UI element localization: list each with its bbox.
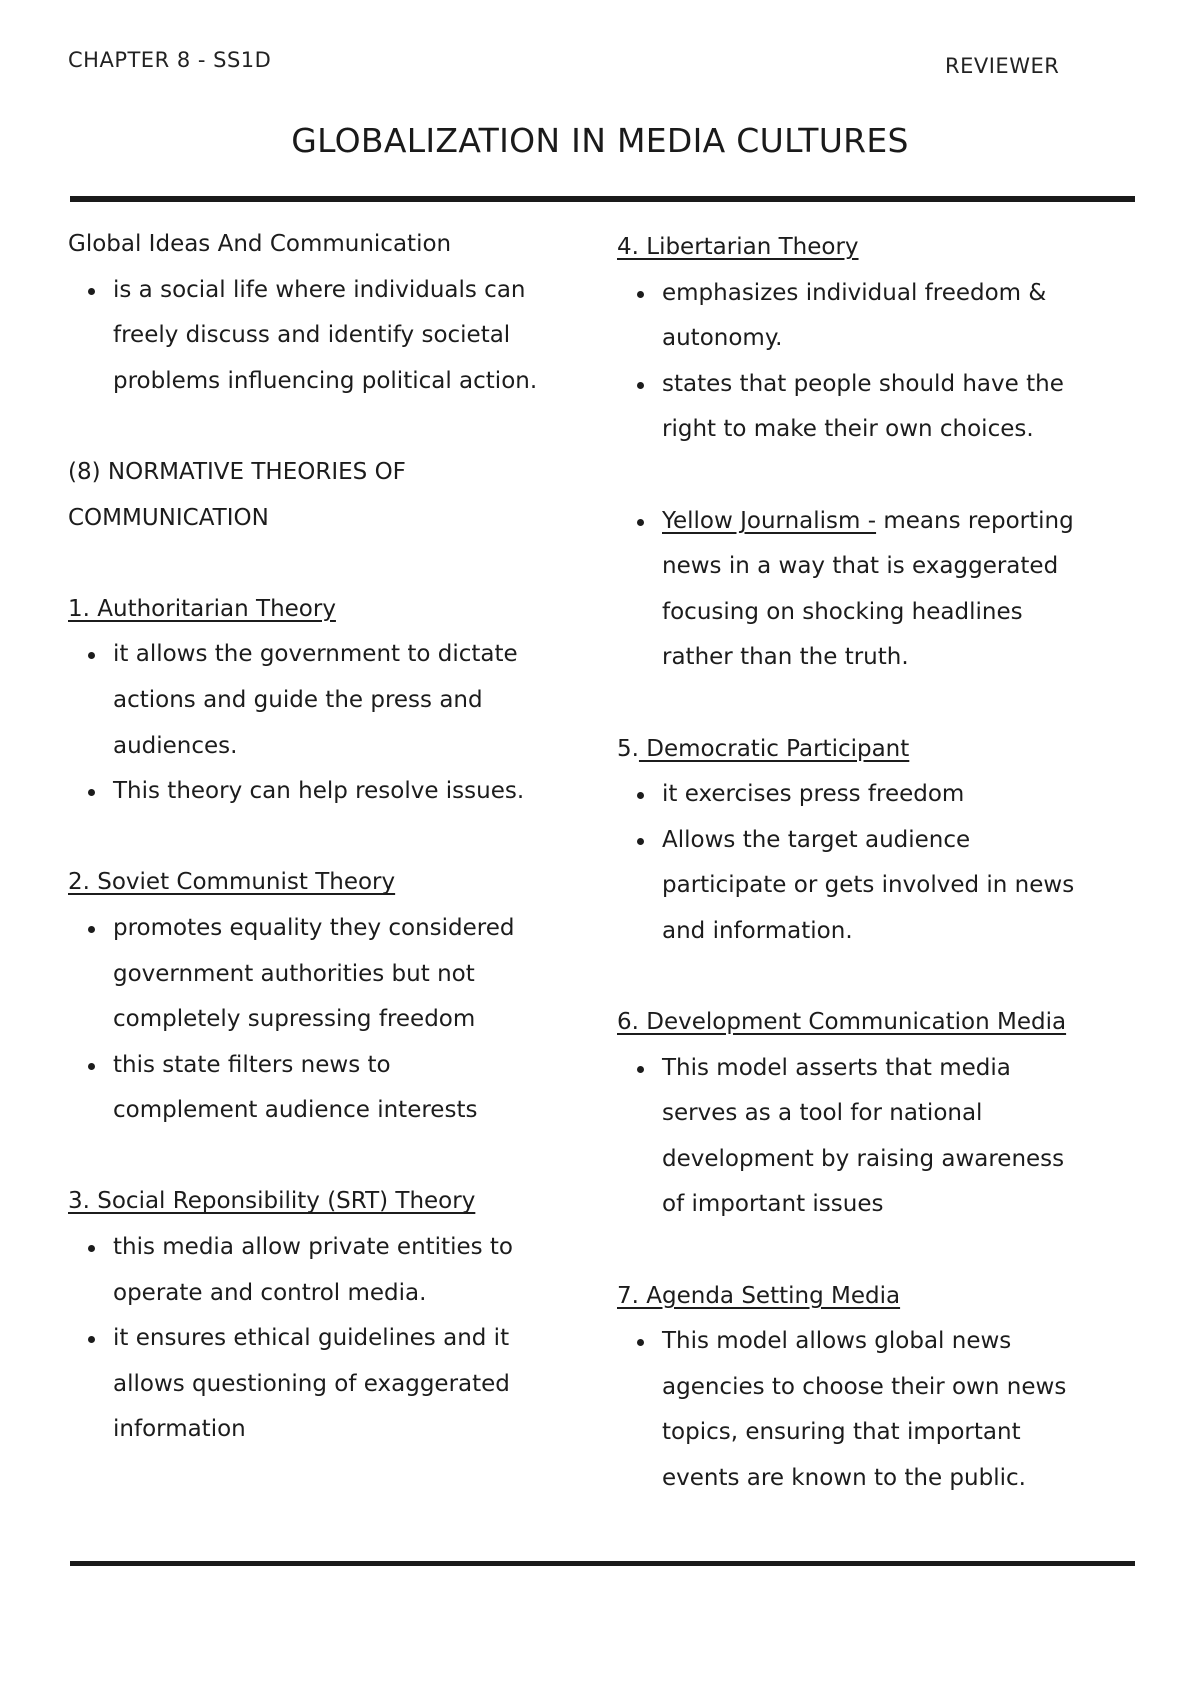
normative-heading-line-2: COMMUNICATION [68,504,269,531]
line: it ensures ethical guidelines and it [113,1325,510,1352]
line: This model asserts that media [662,1054,1011,1081]
theory-heading-social-responsibility: 3. Social Reponsibility (SRT) Theory [68,1188,476,1215]
list-item [617,362,1137,453]
list-item [68,268,588,405]
line: information [113,1416,246,1443]
line: This theory can help resolve issues. [113,778,525,805]
theory-heading-democratic [617,727,1137,773]
line: audiences. [113,732,238,759]
line: of important issues [662,1191,884,1218]
theory-list-social-responsibility [68,1225,588,1453]
line: This model allows global news [662,1328,1012,1355]
line: problems influencing political action. [113,367,538,394]
theory-heading-soviet: 2. Soviet Communist Theory [68,869,396,896]
line: it allows the government to dictate [113,641,518,668]
list-item [68,632,588,769]
line: Allows the target audience [662,826,971,853]
theory-list-libertarian [617,271,1137,453]
theory-heading-libertarian: 4. Libertarian Theory [617,234,859,260]
list-item [68,906,588,1043]
list-item [617,1046,1137,1228]
line: participate or gets involved in news [662,872,1075,899]
line: autonomy. [662,325,783,352]
reviewer-label: REVIEWER [945,54,1060,78]
list-item [68,1225,588,1316]
line: development by raising awareness [662,1145,1065,1172]
line: serves as a tool for national [662,1100,983,1127]
page-title: GLOBALIZATION IN MEDIA CULTURES [291,121,909,160]
yellow-journalism-definition: means reporting [876,507,1074,534]
line: emphasizes individual freedom & [662,279,1047,306]
list-item [68,1043,588,1134]
bottom-divider [70,1561,1135,1566]
theory-number: 5. [617,735,639,762]
line: focusing on shocking headlines [662,598,1023,625]
theory-list-authoritarian [68,632,588,814]
right-column [617,225,1137,1502]
line: right to make their own choices. [662,416,1034,443]
line: news in a way that is exaggerated [662,553,1059,580]
list-item [617,772,1137,818]
line: states that people should have the [662,370,1064,397]
list-item [68,769,588,815]
theory-heading-text: Democratic Participant [638,735,910,762]
left-column [68,222,588,1453]
line: freely discuss and identify societal [113,322,511,349]
line [662,499,1137,545]
line: complement audience interests [113,1097,478,1124]
list-item [617,818,1137,955]
theory-list-soviet [68,906,588,1134]
line: events are known to the public. [662,1465,1026,1492]
theory-heading-development: 6. Development Communication Media [617,1009,1067,1036]
list-item [617,271,1137,362]
yellow-journalism-term: Yellow Journalism - [662,507,877,534]
normative-heading-line-1: (8) NORMATIVE THEORIES OF [68,458,406,485]
line: agencies to choose their own news [662,1373,1067,1400]
line: it exercises press freedom [662,781,965,808]
line: promotes equality they considered [113,914,515,941]
theory-heading-agenda-setting: 7. Agenda Setting Media [617,1282,901,1309]
line: is a social life where individuals can [113,276,526,303]
list-item [68,1316,588,1453]
top-divider [70,196,1135,202]
list-item [617,499,1137,681]
list-item [617,1319,1137,1501]
line: completely supressing freedom [113,1006,476,1033]
chapter-label: CHAPTER 8 - SS1D [68,48,272,72]
line: government authorities but not [113,960,475,987]
line: rather than the truth. [662,644,909,671]
theory-list-development [617,1046,1137,1228]
intro-heading: Global Ideas And Communication [68,231,452,257]
theory-list-democratic [617,772,1137,954]
theory-heading-authoritarian: 1. Authoritarian Theory [68,595,336,622]
line: topics, ensuring that important [662,1419,1021,1446]
yellow-journalism-list [617,499,1137,681]
line: operate and control media. [113,1279,427,1306]
theory-list-agenda-setting [617,1319,1137,1501]
line: this media allow private entities to [113,1234,514,1261]
line: actions and guide the press and [113,686,483,713]
line: and information. [662,917,853,944]
intro-list [68,268,588,405]
line: this state filters news to [113,1051,391,1078]
line: allows questioning of exaggerated [113,1370,510,1397]
